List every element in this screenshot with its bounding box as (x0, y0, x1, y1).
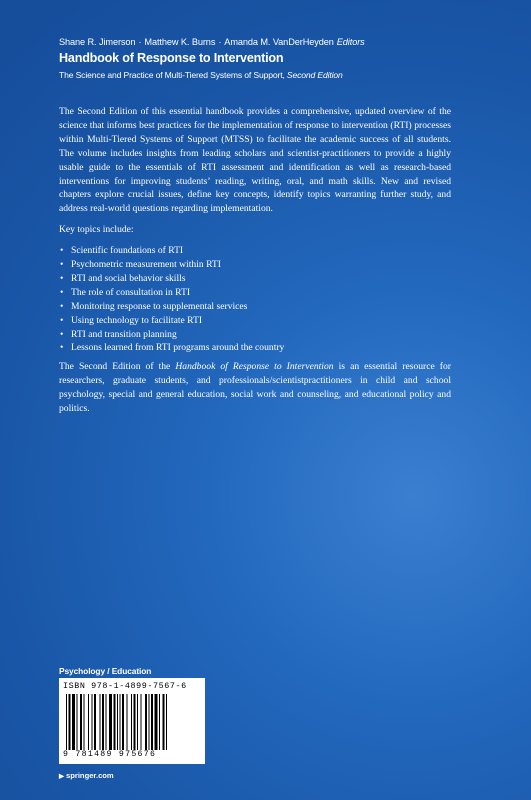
bullet-glyph: • (60, 259, 64, 271)
editor-name: Amanda M. VanDerHeyden (224, 37, 334, 47)
editor-separator: · (138, 37, 142, 47)
closing-lead: The Second Edition of the (59, 361, 176, 373)
topic-text: RTI and transition planning (71, 328, 177, 340)
bullet-glyph: • (60, 300, 64, 312)
blurb (59, 105, 451, 416)
bullet-glyph: • (60, 272, 64, 284)
publisher-url: springer.com (66, 771, 114, 780)
subtitle-edition: Second Edition (286, 70, 343, 80)
bullet-glyph: • (60, 314, 64, 326)
barcode-label (59, 678, 205, 764)
intro-paragraph: The Second Edition of this essential handbook provides a comprehensive, updated overview of the science that informs best practices for the implementation of response to intervention (RTI) processes within Multi-Tiered Systems of Support (MTSS) to facilitate the academic success of all students. The volume includes insights from leading scholars and scientist-practitioners to provide a highly usable guide to the essentials of RTI assessment and identification as well as research-based interventions for improving students’ reading, writing, oral, and math skills. New and revised chapters explore crucial issues, define key concepts, identify topics warranting further study, and address real-world questions regarding implementation. (59, 106, 451, 215)
book-title: Handbook of Response to Intervention (59, 51, 284, 65)
topic-text: Psychometric measurement within RTI (71, 259, 221, 271)
editor-name: Matthew K. Burns (144, 37, 216, 47)
topic-text: Using technology to facilitate RTI (71, 314, 203, 326)
closing-title: Handbook of Response to Intervention (175, 361, 334, 373)
topic-text: Lessons learned from RTI programs around the country (71, 342, 285, 354)
subtitle-main: The Science and Practice of Multi-Tiered Systems of Support, (59, 70, 287, 80)
editor-name: Shane R. Jimerson (59, 37, 136, 47)
book-subtitle (59, 70, 343, 80)
topic-text: The role of consultation in RTI (71, 286, 191, 298)
topic-text: Scientific foundations of RTI (71, 245, 184, 257)
closing-rest: is an essential resource for researchers, graduate students, and professionals/scientistpractitioners in child and school psychology, special and general education, social work and counseling, and educational policy and politics. (59, 361, 451, 414)
topic-item (59, 286, 451, 300)
editor-separator: · (218, 37, 222, 47)
topic-item (59, 258, 451, 272)
topic-item (59, 300, 451, 314)
key-topics-heading: Key topics include: (59, 224, 134, 236)
topic-item (59, 341, 451, 355)
publisher-link[interactable] (59, 771, 114, 780)
bullet-glyph: • (60, 342, 64, 354)
editors-line (59, 37, 365, 47)
topic-item (59, 328, 451, 342)
editors-role: Editors (336, 37, 365, 47)
topic-text: RTI and social behavior skills (71, 272, 186, 284)
bullet-glyph: • (60, 286, 64, 298)
barcode-icon (65, 694, 199, 750)
isbn-text: ISBN 978-1-4899-7567-6 (63, 681, 187, 691)
closing-paragraph (59, 360, 451, 416)
topic-item (59, 272, 451, 286)
ean-digits: 9 781489 975676 (63, 750, 157, 759)
topic-item (59, 314, 451, 328)
subject-category: Psychology / Education (59, 666, 152, 676)
bullet-glyph: • (60, 245, 64, 257)
arrow-right-icon: ▶ (59, 773, 64, 780)
bullet-glyph: • (60, 328, 64, 340)
topic-text: Monitoring response to supplemental services (71, 300, 248, 312)
topics-list (59, 244, 451, 355)
topic-item (59, 244, 451, 258)
